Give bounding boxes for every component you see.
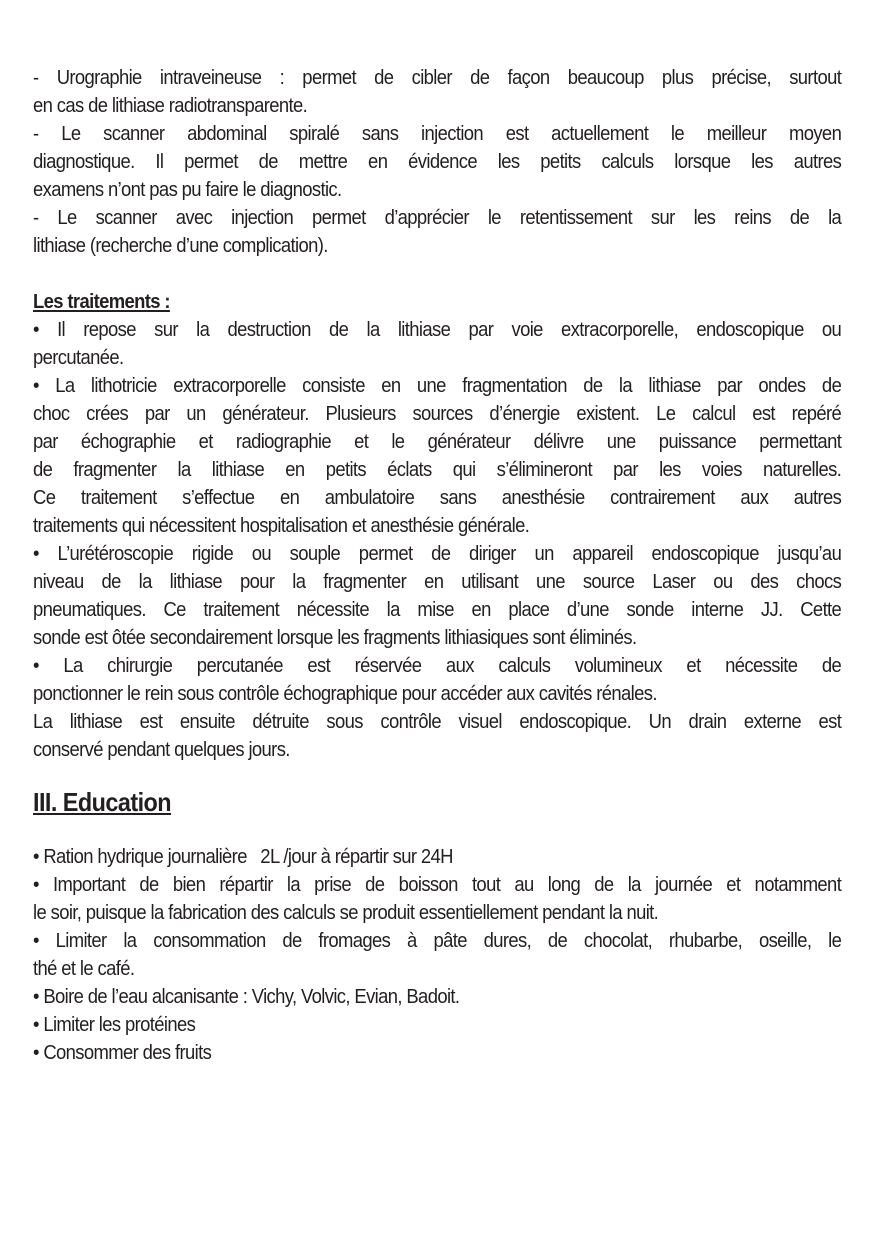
text-line: conservé pendant quelques jours. [33, 738, 290, 761]
text-line: • Il repose sur la destruction de la lithiase par voie extracorporelle, endoscopique ou [33, 318, 842, 341]
text-line: - Le scanner avec injection permet d’apprécier le retentissement sur les reins de la [33, 206, 842, 229]
text-line: - Urographie intraveineuse : permet de cibler de façon beaucoup plus précise, surtout [33, 66, 842, 89]
text-line: • Important de bien répartir la prise de boisson tout au long de la journée et notamment [33, 873, 842, 896]
text-line: • Limiter les protéines [33, 1013, 196, 1036]
text-line: niveau de la lithiase pour la fragmenter en utilisant une source Laser ou des chocs [33, 570, 842, 593]
treatments-heading: Les traitements : [33, 290, 170, 313]
text-line: de fragmenter la lithiase en petits éclats qui s’élimineront par les voies naturelles. [33, 458, 842, 481]
text-line: • L’urétéroscopie rigide ou souple permet de diriger un appareil endoscopique jusqu’au [33, 542, 842, 565]
text-line: lithiase (recherche d’une complication). [33, 234, 328, 257]
spacer [33, 819, 841, 843]
text-line: choc crées par un générateur. Plusieurs sources d’énergie existent. Le calcul est repéré [33, 402, 842, 425]
imaging-section [33, 64, 841, 260]
treatments-section [33, 288, 841, 764]
text-line: thé et le café. [33, 957, 135, 980]
text-line: percutanée. [33, 346, 124, 369]
text-line: diagnostique. Il permet de mettre en évidence les petits calculs lorsque les autres [33, 150, 842, 173]
text-line: • La lithotricie extracorporelle consiste en une fragmentation de la lithiase par ondes de [33, 374, 842, 397]
text-line: pneumatiques. Ce traitement nécessite la mise en place d’une sonde interne JJ. Cette [33, 598, 842, 621]
text-line: par échographie et radiographie et le générateur délivre une puissance permettant [33, 430, 842, 453]
text-line: • Ration hydrique journalière 2L /jour à répartir sur 24H [33, 845, 453, 868]
text-line: en cas de lithiase radiotransparente. [33, 94, 308, 117]
text-line: ponctionner le rein sous contrôle échographique pour accéder aux cavités rénales. [33, 682, 657, 705]
education-section [33, 785, 841, 1067]
education-heading: III. Education [33, 787, 172, 817]
text-line: examens n’ont pas pu faire le diagnostic. [33, 178, 342, 201]
text-line: traitements qui nécessitent hospitalisation et anesthésie générale. [33, 514, 530, 537]
text-line: La lithiase est ensuite détruite sous contrôle visuel endoscopique. Un drain externe est [33, 710, 842, 733]
text-line: • Consommer des fruits [33, 1041, 212, 1064]
text-line: • Boire de l’eau alcanisante : Vichy, Volvic, Evian, Badoit. [33, 985, 460, 1008]
spacer [33, 260, 841, 288]
text-line: sonde est ôtée secondairement lorsque les fragments lithiasiques sont éliminés. [33, 626, 637, 649]
document-page [33, 64, 841, 1067]
text-line: • Limiter la consommation de fromages à pâte dures, de chocolat, rhubarbe, oseille, le [33, 929, 842, 952]
text-line: - Le scanner abdominal spiralé sans injection est actuellement le meilleur moyen [33, 122, 842, 145]
text-line: Ce traitement s’effectue en ambulatoire sans anesthésie contrairement aux autres [33, 486, 842, 509]
text-line: le soir, puisque la fabrication des calculs se produit essentiellement pendant la nuit. [33, 901, 659, 924]
spacer [33, 764, 841, 785]
text-line: • La chirurgie percutanée est réservée aux calculs volumineux et nécessite de [33, 654, 842, 677]
